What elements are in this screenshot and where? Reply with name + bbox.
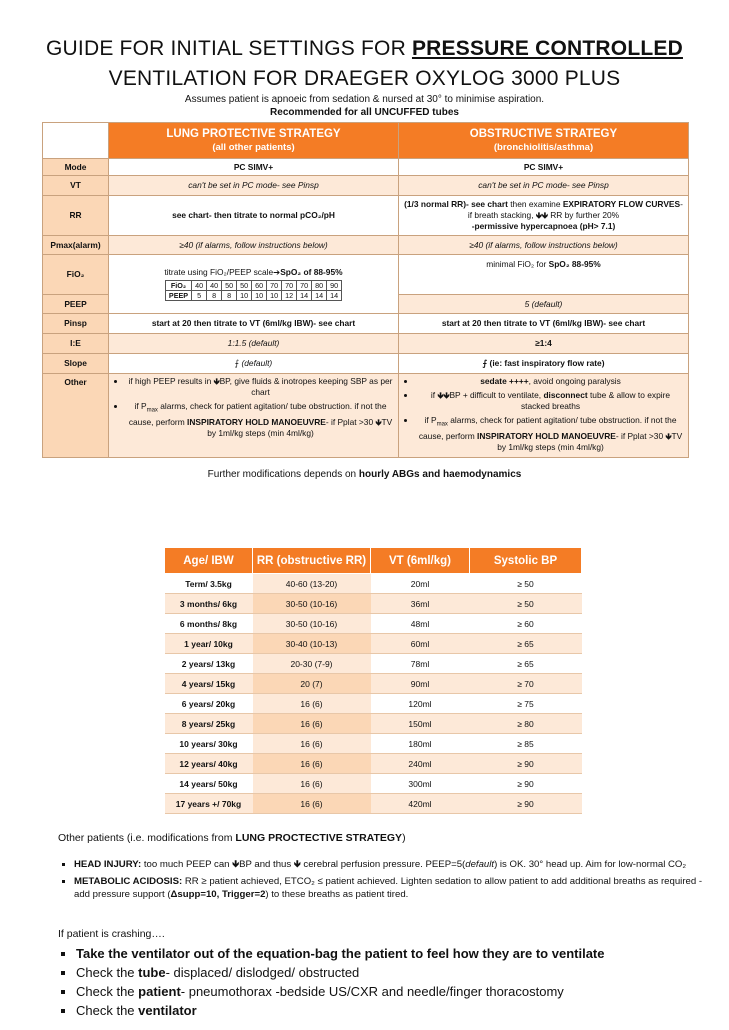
list-item: • if high PEEP results in 🡻BP, give fluids & inotropes keeping SBP as per chart	[126, 376, 395, 398]
rr-cell: 16 (6)	[253, 714, 371, 734]
obs-cell	[399, 374, 689, 458]
subtitle-assumption: Assumes patient is apnoeic from sedation & nursed at 30° to minimise aspiration.	[184, 94, 545, 105]
lung-cell: PC SIMV+	[109, 159, 399, 176]
fio2-peep-scale: FiO₂ 40 40 50 50 60 70 70 70 80 90 PEEP 5 8 8 10 10 10 12 14 14 14	[165, 280, 342, 301]
row-label: FiO₂	[43, 255, 109, 295]
sbp-cell: ≥ 65	[470, 634, 582, 654]
vt-cell: 36ml	[371, 594, 470, 614]
rr-cell: 16 (6)	[253, 754, 371, 774]
age-cell: 17 years +/ 70kg	[165, 794, 253, 814]
lung-cell	[109, 374, 399, 458]
obs-cell: ⨍ (ie: fast inspiratory flow rate)	[399, 354, 689, 374]
table-row	[165, 574, 582, 594]
obs-cell: ≥40 (if alarms, follow instructions below)	[399, 236, 689, 255]
other-patients-title: Other patients (i.e. modifications from LUNG PROCTECTIVE STRATEGY)	[58, 832, 406, 844]
sbp-cell: ≥ 60	[470, 614, 582, 634]
down-arrow-icon: 🡻	[213, 376, 220, 386]
row-vt	[43, 176, 689, 196]
col-header-vt: VT (6ml/kg)	[371, 548, 470, 574]
age-cell: 3 months/ 6kg	[165, 594, 253, 614]
row-slope	[43, 354, 689, 374]
rr-cell: 30-50 (10-16)	[253, 614, 371, 634]
rr-cell: 16 (6)	[253, 694, 371, 714]
table-row	[165, 794, 582, 814]
obs-cell: (1/3 normal RR)- see chart then examine EXPIRATORY FLOW CURVES- if breath stacking, 🡻🡻 RR by further 20% -permissive hypercapnoea (pH> 7.1)	[399, 196, 689, 236]
vt-cell: 90ml	[371, 674, 470, 694]
table-row	[165, 654, 582, 674]
sbp-cell: ≥ 90	[470, 754, 582, 774]
age-cell: 2 years/ 13kg	[165, 654, 253, 674]
row-label: Other	[43, 374, 109, 458]
down-arrow-icon: 🡻	[232, 859, 240, 870]
col-header-sbp: Systolic BP	[470, 548, 582, 574]
down-arrows-icon: 🡻🡻	[437, 390, 450, 400]
age-cell: 4 years/ 15kg	[165, 674, 253, 694]
table-row	[165, 614, 582, 634]
row-label: Pinsp	[43, 314, 109, 334]
table-row	[165, 594, 582, 614]
down-arrows-icon: 🡻🡻	[535, 210, 548, 220]
obs-cell: minimal FiO₂ for SpO₂ 88-95%	[399, 255, 689, 295]
table-row	[165, 694, 582, 714]
crash-item-3: ▪ Check the patient- pneumothorax -bedside US/CXR and needle/finger thoracostomy	[76, 982, 604, 1001]
crash-item-4: ▪ Check the ventilator	[76, 1001, 604, 1020]
age-cell: 10 years/ 30kg	[165, 734, 253, 754]
table-row	[165, 714, 582, 734]
age-cell: 1 year/ 10kg	[165, 634, 253, 654]
crashing-list	[60, 944, 604, 1020]
list-item: • if $P_{max}$ alarms, check for patient agitation/ tube obstruction. if not the cause, perform INSPIRATORY HOLD MANOEUVRE- if Pplat >30 🡻TV by 1ml/kg steps (min 4ml/kg)	[416, 415, 685, 453]
sbp-cell: ≥ 80	[470, 714, 582, 734]
rr-cell: 30-40 (10-13)	[253, 634, 371, 654]
row-label: I:E	[43, 334, 109, 354]
col-header-rr: RR (obstructive RR)	[253, 548, 371, 574]
rr-cell: 20 (7)	[253, 674, 371, 694]
age-cell: 6 months/ 8kg	[165, 614, 253, 634]
lung-cell: can't be set in PC mode- see Pinsp	[109, 176, 399, 196]
head-injury-item: ▪ HEAD INJURY: too much PEEP can 🡻BP and thus 🡻 cerebral perfusion pressure. PEEP=5(default) is OK. 30° head up. Aim for low-normal CO₂	[74, 858, 714, 871]
obs-cell: 5 (default)	[399, 295, 689, 314]
title-line-1: GUIDE FOR INITIAL SETTINGS FOR PRESSURE CONTROLLED	[46, 37, 683, 60]
further-modifications-note: Further modifications depends on hourly ABGs and haemodynamics	[207, 469, 522, 480]
vt-cell: 20ml	[371, 574, 470, 594]
sbp-cell: ≥ 90	[470, 774, 582, 794]
row-label: Mode	[43, 159, 109, 176]
down-arrow-icon: 🡻	[375, 416, 382, 427]
lung-cell: start at 20 then titrate to VT (6ml/kg IBW)- see chart	[109, 314, 399, 334]
list-item: • sedate ++++, avoid ongoing paralysis	[416, 376, 685, 387]
vt-cell: 60ml	[371, 634, 470, 654]
down-arrow-icon: 🡻	[293, 859, 301, 870]
settings-table	[42, 122, 689, 458]
crash-item-1: ▪ Take the ventilator out of the equation-bag the patient to feel how they are to ventilate	[76, 944, 604, 963]
table-row	[165, 774, 582, 794]
metabolic-acidosis-item: ▪ METABOLIC ACIDOSIS: RR ≥ patient achieved, ETCO₂ ≤ patient achieved. Lighten sedation to allow patient to add additional breaths as required -add pressure support (Δsupp=10, Trigger=2) to these breaths as patient tired.	[74, 875, 714, 901]
sbp-cell: ≥ 90	[470, 794, 582, 814]
square-wave-icon: ⨍	[482, 358, 488, 368]
vt-cell: 120ml	[371, 694, 470, 714]
vt-cell: 150ml	[371, 714, 470, 734]
lung-protective-header: LUNG PROTECTIVE STRATEGY (all other patients)	[109, 123, 399, 159]
rr-cell: 40-60 (13-20)	[253, 574, 371, 594]
rr-cell: 16 (6)	[253, 794, 371, 814]
age-cell: 6 years/ 20kg	[165, 694, 253, 714]
settings-header-row	[43, 123, 689, 159]
rr-cell: 16 (6)	[253, 734, 371, 754]
row-label: PEEP	[43, 295, 109, 314]
row-label: Slope	[43, 354, 109, 374]
age-cell: Term/ 3.5kg	[165, 574, 253, 594]
vt-cell: 180ml	[371, 734, 470, 754]
title-line-2: VENTILATION FOR DRAEGER OXYLOG 3000 PLUS	[108, 67, 621, 90]
col-header-age: Age/ IBW	[165, 548, 253, 574]
subtitle-uncuffed: Recommended for all UNCUFFED tubes	[270, 107, 459, 118]
table-row	[165, 734, 582, 754]
sbp-cell: ≥ 85	[470, 734, 582, 754]
down-arrow-icon: 🡻	[665, 430, 672, 441]
sbp-cell: ≥ 75	[470, 694, 582, 714]
rr-cell: 16 (6)	[253, 774, 371, 794]
lung-cell: titrate using FiO₂/PEEP scale➔SpO₂ of 88-95% FiO₂ 40 40 50 50 60 70 70 70 80 90 PEEP 5 8 8 10 10 10 12 14 14 14	[109, 255, 399, 314]
lung-cell: 1:1.5 (default)	[109, 334, 399, 354]
vt-cell: 78ml	[371, 654, 470, 674]
sbp-cell: ≥ 50	[470, 574, 582, 594]
vt-cell: 300ml	[371, 774, 470, 794]
row-label: RR	[43, 196, 109, 236]
row-rr	[43, 196, 689, 236]
settings-corner	[43, 123, 109, 159]
row-ie	[43, 334, 689, 354]
row-fio2	[43, 255, 689, 295]
vt-cell: 240ml	[371, 754, 470, 774]
age-table-header	[165, 548, 582, 574]
obstructive-header: OBSTRUCTIVE STRATEGY (bronchiolitis/asthma)	[399, 123, 689, 159]
age-ibw-table	[164, 547, 582, 814]
row-label: VT	[43, 176, 109, 196]
lung-cell: ≥40 (if alarms, follow instructions below)	[109, 236, 399, 255]
lung-cell: see chart- then titrate to normal pCO₂/pH	[109, 196, 399, 236]
table-row	[165, 634, 582, 654]
lung-cell: ⨍ (default)	[109, 354, 399, 374]
other-patients-list	[60, 858, 714, 905]
row-label: Pmax(alarm)	[43, 236, 109, 255]
vt-cell: 420ml	[371, 794, 470, 814]
rr-cell: 30-50 (10-16)	[253, 594, 371, 614]
crash-item-2: ▪ Check the tube- displaced/ dislodged/ obstructed	[76, 963, 604, 982]
row-pinsp	[43, 314, 689, 334]
row-mode	[43, 159, 689, 176]
table-row	[165, 754, 582, 774]
obs-cell: can't be set in PC mode- see Pinsp	[399, 176, 689, 196]
rr-cell: 20-30 (7-9)	[253, 654, 371, 674]
age-cell: 12 years/ 40kg	[165, 754, 253, 774]
obs-cell: PC SIMV+	[399, 159, 689, 176]
age-cell: 8 years/ 25kg	[165, 714, 253, 734]
obs-cell: start at 20 then titrate to VT (6ml/kg IBW)- see chart	[399, 314, 689, 334]
sbp-cell: ≥ 65	[470, 654, 582, 674]
list-item: • if $P_{max}$ alarms, check for patient agitation/ tube obstruction. if not the cause, perform INSPIRATORY HOLD MANOEUVRE- if Pplat >30 🡻TV by 1ml/kg steps (min 4ml/kg)	[126, 401, 395, 439]
sbp-cell: ≥ 50	[470, 594, 582, 614]
list-item: • if 🡻🡻BP + difficult to ventilate, disconnect tube & allow to expire stacked breaths	[416, 390, 685, 412]
row-pmax	[43, 236, 689, 255]
crashing-title: If patient is crashing….	[58, 928, 165, 940]
table-row	[165, 674, 582, 694]
vt-cell: 48ml	[371, 614, 470, 634]
age-cell: 14 years/ 50kg	[165, 774, 253, 794]
row-other	[43, 374, 689, 458]
arrow-right-icon: ➔	[273, 267, 281, 277]
square-wave-icon: ⨍	[234, 358, 240, 368]
sbp-cell: ≥ 70	[470, 674, 582, 694]
obs-cell: ≥1:4	[399, 334, 689, 354]
